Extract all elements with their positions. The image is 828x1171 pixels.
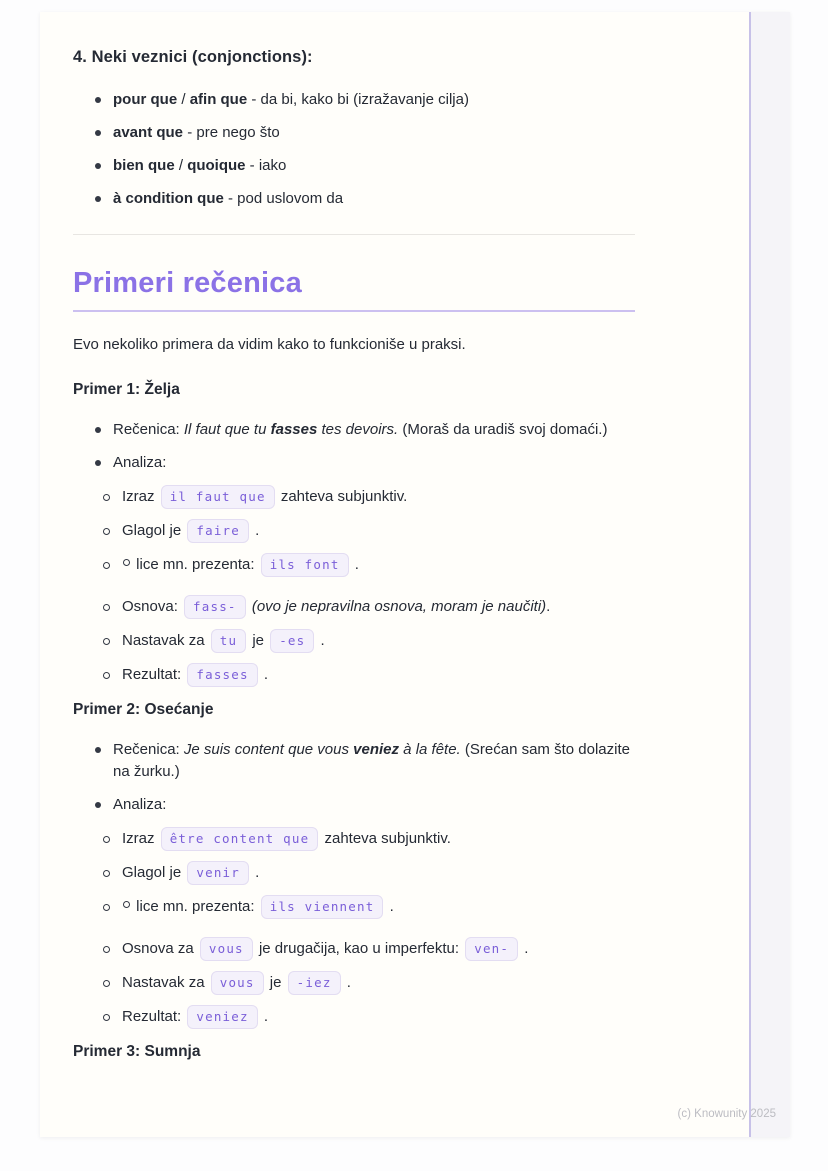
code-chip: veniez: [187, 1005, 257, 1029]
text-segment: Glagol je: [122, 522, 186, 539]
text-segment: je drugačija, kao u imperfektu:: [254, 940, 464, 957]
sub-list-item: [73, 827, 635, 851]
sub-list-item: [73, 595, 635, 619]
list-item-text: [122, 522, 259, 539]
list-item-text: [122, 556, 359, 573]
list-item-text: [113, 454, 166, 471]
list-item-text: [122, 940, 528, 957]
bullet-icon: [95, 130, 101, 136]
list-item: [73, 419, 635, 441]
text-segment: /: [177, 91, 190, 108]
list-item: [73, 188, 635, 210]
text-segment: Rezultat:: [122, 1008, 186, 1025]
text-segment: Nastavak za: [122, 632, 209, 649]
sub-list-item: [73, 1005, 635, 1029]
text-segment: (Moraš da uradiš svoj domaći.): [398, 421, 608, 438]
text-segment: Rezultat:: [122, 666, 186, 683]
circle-bullet-icon: [103, 870, 110, 877]
sub-list-item: [73, 485, 635, 509]
circle-bullet-icon: [103, 604, 110, 611]
text-segment: à condition que: [113, 190, 224, 207]
example-heading: Primer 1: Želja: [73, 381, 180, 398]
text-segment: .: [259, 1008, 269, 1025]
text-segment: Analiza:: [113, 454, 167, 471]
intro-text: Evo nekoliko primera da vidim kako to funkcioniše u praksi.: [73, 336, 466, 353]
text-segment: .: [350, 556, 359, 573]
sub-list-item: [73, 663, 635, 687]
sub-list-item: [73, 937, 635, 961]
list-item-text: [122, 632, 325, 649]
list-item: [73, 739, 635, 783]
text-segment: zahteva subjunktiv.: [320, 830, 451, 847]
text-segment: Rečenica:: [113, 421, 184, 438]
code-chip: -es: [270, 629, 314, 653]
code-chip: faire: [187, 519, 249, 543]
sub-list-item: [73, 861, 635, 885]
list-item-text: [122, 974, 351, 991]
circle-bullet-icon: [103, 494, 110, 501]
list-item: [73, 452, 635, 474]
list-item-text: [122, 1008, 268, 1025]
circle-bullet-icon: [103, 1014, 110, 1021]
text-segment: - da bi, kako bi (izražavanje cilja): [247, 91, 469, 108]
page-content: [73, 48, 635, 1081]
conjunction-list: [73, 89, 635, 210]
text-segment: /: [174, 157, 188, 174]
text-segment: Il faut que tu: [183, 421, 271, 438]
text-segment: Glagol je: [122, 864, 186, 881]
list-item-text: [113, 741, 630, 780]
circle-bullet-icon: [103, 672, 110, 679]
text-segment: pour que: [113, 91, 178, 108]
circle-bullet-icon: [103, 836, 110, 843]
bullet-icon: [95, 427, 101, 433]
divider: [73, 234, 635, 235]
examples-container: [73, 381, 635, 1061]
text-segment: .: [385, 898, 394, 915]
list-item: [73, 794, 635, 816]
code-chip: ven-: [465, 937, 518, 961]
text-segment: - iako: [245, 157, 287, 174]
list-item-text: [113, 124, 280, 141]
text-segment: (ovo je nepravilna osnova, moram je naučiti): [251, 598, 547, 615]
circle-bullet-icon: [103, 638, 110, 645]
text-segment: Analiza:: [113, 796, 167, 813]
bullet-icon: [95, 196, 101, 202]
text-segment: je: [265, 974, 286, 991]
code-chip: vous: [211, 971, 264, 995]
code-chip: ils viennent: [261, 895, 384, 919]
code-chip: vous: [200, 937, 253, 961]
text-segment: .: [251, 522, 260, 539]
page-right-rail: [749, 12, 790, 1137]
text-segment: (Srećan sam što dolazite na žurku.): [113, 741, 630, 780]
sub-list: [73, 827, 635, 1029]
text-segment: .: [342, 974, 351, 991]
text-segment: Izraz: [122, 830, 159, 847]
text-segment: .: [251, 864, 260, 881]
bullet-icon: [95, 163, 101, 169]
text-segment: tes devoirs.: [317, 421, 399, 438]
sub-list: [73, 485, 635, 687]
text-segment: à la fête.: [399, 741, 461, 758]
text-segment: .: [259, 666, 269, 683]
list-item-text: [113, 157, 286, 174]
circle-bullet-icon: [103, 904, 110, 911]
text-segment: afin que: [189, 91, 248, 108]
text-segment: Osnova za: [122, 940, 198, 957]
list-item-text: [122, 488, 407, 505]
list-item-text: [122, 666, 268, 683]
sub-list-item: [73, 553, 635, 577]
list-item-text: [122, 598, 550, 615]
list-item-text: [122, 864, 259, 881]
list-item-text: [113, 91, 469, 108]
text-segment: Izraz: [122, 488, 159, 505]
text-segment: fasses: [270, 421, 318, 438]
watermark: (c) Knowunity 2025: [677, 1108, 776, 1120]
text-segment: je: [248, 632, 269, 649]
circle-glyph: [123, 901, 130, 908]
text-segment: bien que: [113, 157, 175, 174]
sub-list-item: [73, 519, 635, 543]
list-item: [73, 122, 635, 144]
example-list: [73, 419, 635, 687]
code-chip: être content que: [161, 827, 319, 851]
section-heading: 4. Neki veznici (conjonctions):: [73, 48, 313, 66]
code-chip: tu: [211, 629, 246, 653]
code-chip: il faut que: [161, 485, 275, 509]
circle-bullet-icon: [103, 562, 110, 569]
bullet-icon: [95, 802, 101, 808]
bullet-icon: [95, 460, 101, 466]
text-segment: Osnova:: [122, 598, 183, 615]
list-item: [73, 89, 635, 111]
circle-bullet-icon: [103, 980, 110, 987]
list-item-text: [113, 421, 607, 438]
text-segment: - pod uslovom da: [223, 190, 344, 207]
list-item-text: [113, 190, 343, 207]
text-segment: quoique: [187, 157, 246, 174]
list-item-text: [122, 898, 394, 915]
code-chip: fass-: [184, 595, 246, 619]
text-segment: .: [546, 598, 551, 615]
circle-bullet-icon: [103, 946, 110, 953]
circle-glyph: [123, 559, 130, 566]
example-list: [73, 739, 635, 1029]
code-chip: -iez: [288, 971, 341, 995]
list-item: [73, 155, 635, 177]
text-segment: lice mn. prezenta:: [132, 556, 259, 573]
sub-list-item: [73, 971, 635, 995]
sub-list-item: [73, 629, 635, 653]
sub-list-item: [73, 895, 635, 919]
list-item-text: [122, 830, 451, 847]
page-title: Primeri rečenica: [73, 267, 635, 312]
list-item-text: [113, 796, 166, 813]
example-heading: Primer 2: Osećanje: [73, 701, 214, 718]
text-segment: .: [520, 940, 529, 957]
text-segment: lice mn. prezenta:: [132, 898, 259, 915]
text-segment: zahteva subjunktiv.: [276, 488, 408, 505]
text-segment: Nastavak za: [122, 974, 209, 991]
bullet-icon: [95, 747, 101, 753]
bullet-icon: [95, 97, 101, 103]
text-segment: - pre nego što: [183, 124, 280, 141]
example-heading: Primer 3: Sumnja: [73, 1043, 201, 1060]
text-segment: Je suis content que vous: [183, 741, 354, 758]
code-chip: venir: [187, 861, 249, 885]
text-segment: avant que: [113, 124, 184, 141]
code-chip: ils font: [261, 553, 349, 577]
code-chip: fasses: [187, 663, 257, 687]
circle-bullet-icon: [103, 528, 110, 535]
text-segment: .: [316, 632, 325, 649]
text-segment: Rečenica:: [113, 741, 184, 758]
text-segment: veniez: [353, 741, 400, 758]
document-page: [40, 12, 790, 1137]
